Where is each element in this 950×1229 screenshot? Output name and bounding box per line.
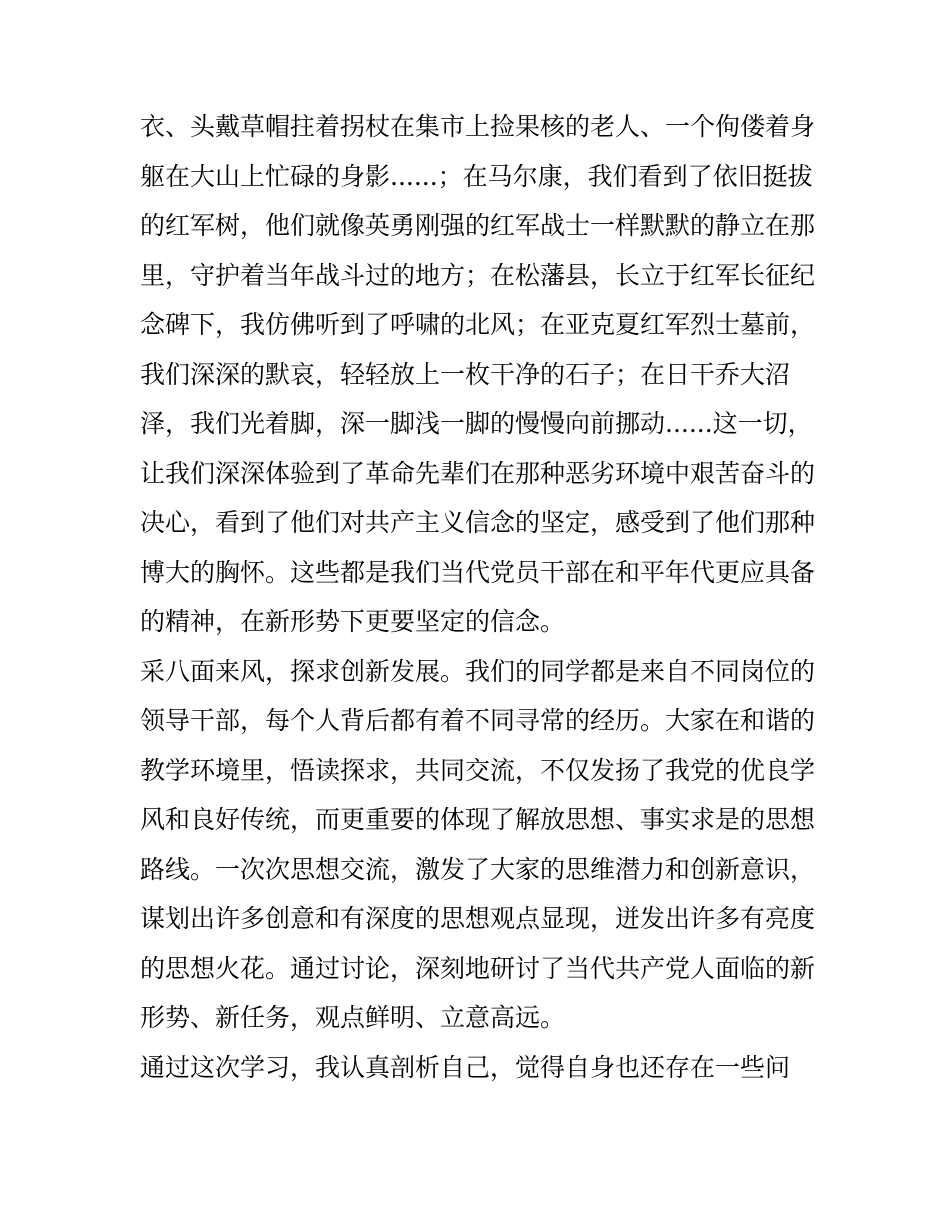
text-line: 教学环境里，悟读探求，共同交流，不仅发扬了我党的优良学 (140, 755, 816, 785)
text-line: 的思想火花。通过讨论，深刻地研讨了当代共产党人面临的新 (140, 953, 816, 983)
text-line: 让我们深深体验到了革命先辈们在那种恶劣环境中艰苦奋斗的 (140, 458, 816, 488)
text-line: 泽，我们光着脚，深一脚浅一脚的慢慢向前挪动......这一切， (140, 409, 813, 438)
text-line: 路线。一次次思想交流，激发了大家的思维潜力和创新意识， (140, 854, 816, 884)
text-line: 形势、新任务，观点鲜明、立意高远。 (140, 1003, 566, 1032)
text-line: 通过这次学习，我认真剖析自己，觉得自身也还存在一些问 (140, 1052, 791, 1082)
text-line: 我们深深的默哀，轻轻放上一枚干净的石子；在日干乔大沼 (140, 359, 791, 389)
text-line: 念碑下，我仿佛听到了呼啸的北风；在亚克夏红军烈士墓前， (140, 310, 816, 339)
text-line: 衣、头戴草帽拄着拐杖在集市上捡果核的老人、一个佝偻着身 (140, 112, 816, 141)
text-line: 里，守护着当年战斗过的地方；在松藩县，长立于红军长征纪 (140, 260, 816, 290)
text-line: 决心，看到了他们对共产主义信念的坚定，感受到了他们那种 (140, 508, 816, 537)
text-line: 的红军树，他们就像英勇刚强的红军战士一样默默的静立在那 (140, 211, 816, 240)
text-line: 博大的胸怀。这些都是我们当代党员干部在和平年代更应具备 (140, 557, 816, 587)
text-line: 谋划出许多创意和有深度的思想观点显现，迸发出许多有亮度 (140, 904, 816, 933)
text-line: 的精神，在新形势下更要坚定的信念。 (140, 607, 566, 636)
text-line: 风和良好传统，而更重要的体现了解放思想、事实求是的思想 (140, 805, 816, 834)
text-line: 躯在大山上忙碌的身影......；在马尔康，我们看到了依旧挺拔 (140, 161, 813, 191)
document-body (140, 102, 820, 1092)
text-line: 采八面来风，探求创新发展。我们的同学都是来自不同岗位的 (140, 656, 816, 686)
text-line: 领导干部，每个人背后都有着不同寻常的经历。大家在和谐的 (140, 706, 816, 735)
